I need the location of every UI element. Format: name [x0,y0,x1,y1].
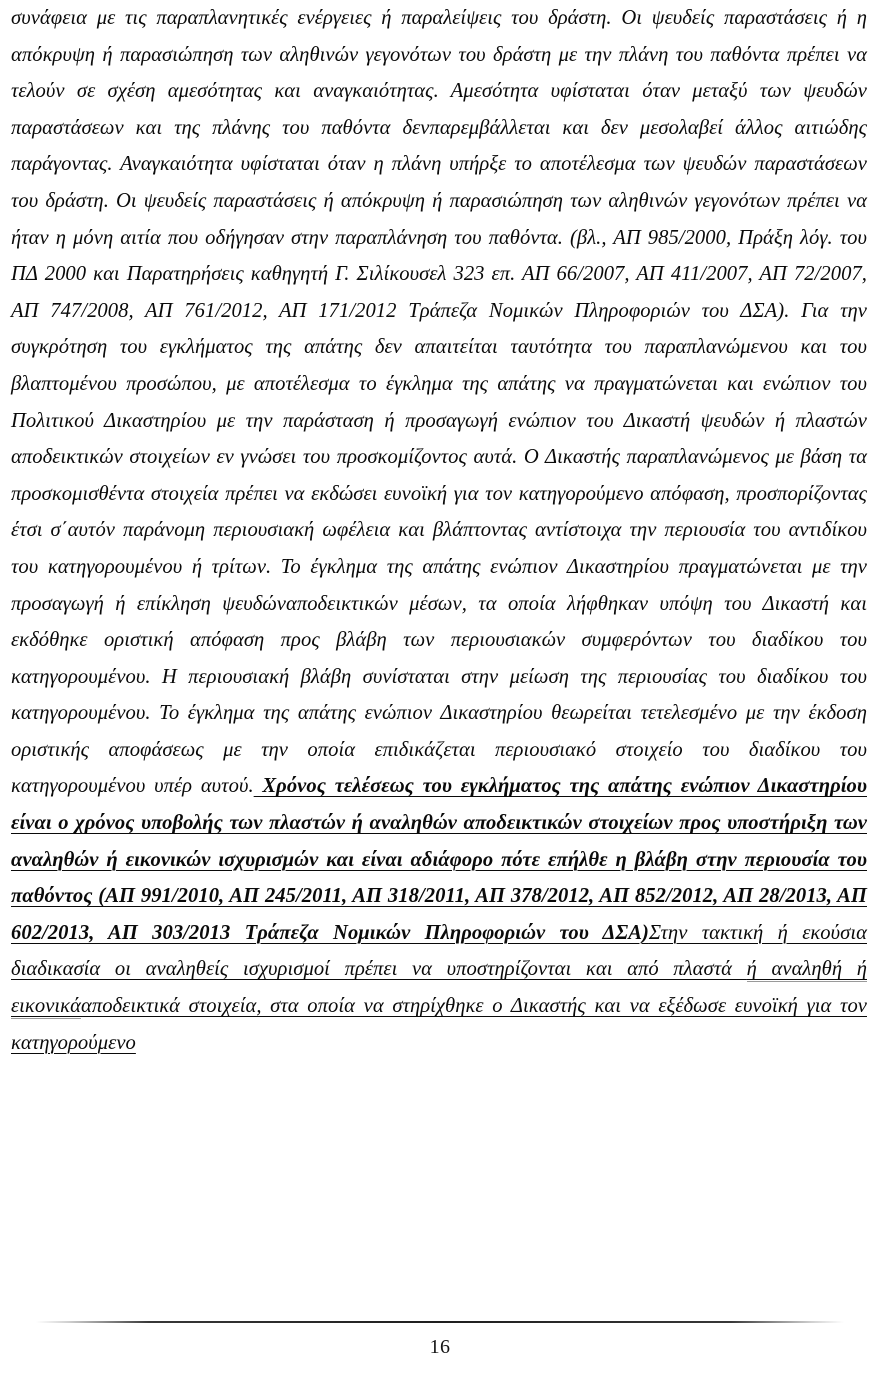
page-number: 16 [429,1336,451,1358]
legal-paragraph [11,0,867,1061]
underlined-passage-part-1: Στην τακτική ή εκούσια διαδικασία οι αναληθείς ισχυρισμοί πρέπει να υποστηρίζονται και από πλαστά [11,921,867,981]
paragraph-plain-text: συνάφεια με τις παραπλανητικές ενέργειες ή παραλείψεις του δράστη. Οι ψευδείς παραστάσεις ή η απόκρυψη ή παρασιώπηση των αληθινών γεγονότων του δράστη με την πλάνη του παθόντα πρέπει να τελούν σε σχέση αμεσότητας και αναγκαιότητας. Αμεσότητα υφίσταται όταν μεταξύ των ψευδών παραστάσεων και της πλάνης του παθόντα δενπαρεμβάλλεται και δεν μεσολαβεί άλλος αιτιώδης παράγοντας. Αναγκαιότητα υφίσταται όταν η πλάνη υπήρξε το αποτέλεσμα των ψευδών παραστάσεων του δράστη. Οι ψευδείς παραστάσεις ή απόκρυψη ή παρασιώπηση των αληθινών γεγονότων πρέπει να ήταν η μόνη αιτία που οδήγησαν στην παραπλάνηση του παθόντα. (βλ., ΑΠ 985/2000, Πράξη λόγ. του ΠΔ 2000 και Παρατηρήσεις καθηγητή Γ. Σιλίκουσελ 323 επ. ΑΠ 66/2007, ΑΠ 411/2007, ΑΠ 72/2007, ΑΠ 747/2008, ΑΠ 761/2012, ΑΠ 171/2012 Τράπεζα Νομικών Πληροφοριών του ΔΣΑ). Για την συγκρότηση του εγκλήματος της απάτης δεν απαιτείται ταυτότητα του παραπλανώμενου και του βλαπτομένου προσώπου, με αποτέλεσμα το έγκλημα της απάτης να πραγματώνεται και ενώπιον του Πολιτικού Δικαστηρίου με την παράσταση ή προσαγωγή ενώπιον του Δικαστή ψευδών ή πλαστών αποδεικτικών στοιχείων εν γνώσει του προσκομίζοντος αυτά. Ο Δικαστής παραπλανώμενος με βάση τα προσκομισθέντα στοιχεία πρέπει να εκδώσει ευνοϊκή για τον κατηγορούμενο απόφαση, προσπορίζοντας έτσι σ΄αυτόν παράνομη περιουσιακή ωφέλεια και βλάπτοντας αντίστοιχα την περιουσία του αντιδίκου του κατηγορουμένου ή τρίτων. Το έγκλημα της απάτης ενώπιον Δικαστηρίου πραγματώνεται με την προσαγωγή ή επίκληση ψευδώναποδεικτικών μέσων, τα οποία λήφθηκαν υπόψη του Δικαστή και εκδόθηκε οριστική απόφαση προς βλάβη των περιουσιακών συμφερόντων του διαδίκου του κατηγορουμένου. Η περιουσιακή βλάβη συνίσταται στην μείωση της περιουσίας του διαδίκου του κατηγορουμένου. Το έγκλημα της απάτης ενώπιον Δικαστηρίου θεωρείται τετελεσμένο με την έκδοση οριστικής αποφάσεως με την οποία επιδικάζεται περιουσιακό στοιχείο του διαδίκου του κατηγορουμένου υπέρ αυτού. [11,7,867,798]
emphasized-legal-passage: Χρόνος τελέσεως του εγκλήματος της απάτης ενώπιον Δικαστηρίου είναι ο χρόνος υποβολής των πλαστών ή αναληθών αποδεικτικών στοιχείων προς υποστήριξη των αναληθών ή εικονικών ισχυρισμών και είναι αδιάφορο πότε επήλθε η βλάβη στην περιουσία του παθόντος (ΑΠ 991/2010, ΑΠ 245/2011, ΑΠ 318/2011, ΑΠ 378/2012, ΑΠ 852/2012, ΑΠ 28/2013, ΑΠ 602/2013, ΑΠ 303/2013 Τράπεζα Νομικών Πληροφοριών του ΔΣΑ) [11,775,867,944]
underlined-passage-part-2: αποδεικτικά στοιχεία, στα οποία να στηρίχθηκε ο Δικαστής και να εξέδωσε ευνοϊκή για τον κατηγορούμενο [11,995,867,1054]
double-underlined-passage: ή αναληθή ή εικονικά [11,958,867,1018]
page-body-text [11,0,867,1061]
footer-separator-rule [36,1321,844,1323]
